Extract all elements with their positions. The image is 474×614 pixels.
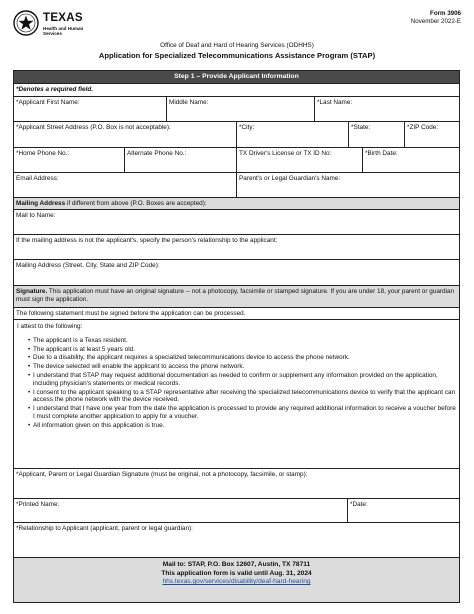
agency-sub-line-2: Services	[43, 31, 62, 36]
agency-name: TEXAS	[43, 12, 83, 24]
street-address-field[interactable]	[14, 122, 237, 147]
printed-name-field[interactable]	[14, 499, 348, 522]
signature-notice-row	[14, 286, 459, 308]
required-note-row	[14, 84, 459, 97]
printed-name-row	[14, 499, 459, 523]
birth-date-field[interactable]	[363, 148, 461, 172]
license-field[interactable]	[237, 148, 363, 172]
form-number: Form 3906	[430, 10, 461, 17]
signature-notice	[14, 286, 459, 306]
hhs-website-link[interactable]: hhs.texas.gov/services/disability/deaf-hard-hearing	[162, 578, 311, 585]
valid-until: This application form is valid until Aug. 31, 2024	[161, 569, 312, 577]
application-form	[13, 70, 460, 603]
mail-to-row[interactable]	[14, 210, 459, 235]
required-note: *Denotes a required field.	[16, 86, 94, 93]
alt-phone-label: Alternate Phone No.:	[127, 150, 187, 157]
signature-statement-row	[14, 308, 459, 320]
zip-field[interactable]	[405, 122, 461, 147]
mailing-heading	[14, 198, 459, 208]
street-address-label: *Applicant Street Address (P.O. Box is not acceptable):	[16, 124, 171, 131]
mail-instructions	[14, 558, 459, 602]
signature-field[interactable]	[14, 469, 459, 499]
attest-intro: I attest to the following:	[17, 323, 83, 330]
office-name: Office of Deaf and Hard of Hearing Services (ODHHS)	[160, 42, 314, 49]
date-label: *Date:	[350, 501, 368, 508]
mailing-heading-bold: Mailing Address	[16, 200, 66, 207]
texas-star-seal-icon	[13, 10, 39, 36]
date-field[interactable]	[348, 499, 461, 522]
guardian-name-label: Parent's or Legal Guardian's Name:	[239, 175, 341, 182]
mail-to-address: Mail to: STAP, P.O. Box 12607, Austin, TX 78711	[162, 561, 311, 568]
email-field[interactable]	[14, 173, 237, 197]
attest-item: • Due to a disability, the applicant requires a specialized telecommunications device to access the phone network.	[28, 354, 350, 362]
attest-item: • I understand that I have one year from the date the application is processed to provide any required additional information to receive a voucher before I must complete another application to apply for a voucher.	[28, 405, 456, 420]
guardian-name-field[interactable]	[237, 173, 461, 197]
city-label: *City:	[239, 124, 255, 131]
form-id	[411, 10, 461, 26]
attest-item: • I consent to the applicant speaking to a STAP representative after receiving the specialized telecommunications device to verify that the applicant can access the phone network with the device received.	[28, 388, 456, 404]
last-name-label: *Last Name:	[317, 99, 353, 106]
state-field[interactable]	[349, 122, 405, 147]
state-label: *State:	[351, 124, 371, 131]
attest-item: • All information given on this application is true.	[28, 421, 165, 429]
relationship-field[interactable]	[14, 523, 459, 558]
attest-list	[17, 337, 456, 430]
mail-relationship-label: If the mailing address is not the applicant's, specify the person's relationship to the applicant:	[16, 237, 278, 244]
signature-text: This application must have an original signature -- not a photocopy, facsimile or stamped signature. If you are under 18, your parent or guardian must sign the application.	[16, 288, 455, 304]
zip-label: *ZIP Code:	[407, 124, 439, 131]
birth-date-label: *Birth Date:	[365, 150, 398, 157]
attest-item: • The device selected will enable the applicant to access the phone network.	[28, 363, 245, 371]
license-label: TX Driver's License or TX ID No:	[239, 150, 332, 157]
phone-row	[14, 148, 459, 173]
step1-bar: Step 1 – Provide Applicant Information	[14, 71, 459, 84]
signature-label: *Applicant, Parent or Legal Guardian Signature (must be original, not a photocopy, facsimile, or stamp):	[16, 471, 308, 478]
attestation-block	[14, 320, 459, 469]
first-name-label: *Applicant First Name:	[16, 99, 80, 106]
attest-item: • The applicant is a Texas resident.	[28, 336, 128, 344]
mailing-heading-rest: if different from above (P.O. Boxes are accepted):	[65, 200, 207, 207]
printed-name-label: *Printed Name:	[16, 501, 60, 508]
attest-item: • I understand that STAP may request additional documentation as needed to confirm or supplement any information provided on the application, including physician's statements or medical records.	[28, 371, 438, 387]
mail-address-label: Mailing Address (Street, City, State and ZIP Code):	[16, 262, 160, 269]
email-label: Email Address:	[16, 175, 59, 182]
relationship-label: *Relationship to Applicant (applicant, parent or legal guardian):	[16, 525, 193, 532]
attest-item: • The applicant is at least 5 years old.	[28, 345, 135, 353]
page-title: Application for Specialized Telecommunications Assistance Program (STAP)	[98, 51, 376, 60]
name-row	[14, 97, 459, 122]
home-phone-label: *Home Phone No.:	[16, 150, 70, 157]
mail-to-label: Mail to Name:	[16, 212, 56, 219]
signature-statement: The following statement must be signed before the application can be processed.	[16, 310, 246, 317]
middle-name-field[interactable]	[167, 97, 315, 121]
middle-name-label: Middle Name:	[169, 99, 209, 106]
first-name-field[interactable]	[14, 97, 167, 121]
last-name-field[interactable]	[315, 97, 461, 121]
agency-sub-line-1: Health and Human	[43, 26, 84, 31]
mailing-heading-row	[14, 198, 459, 210]
home-phone-field[interactable]	[14, 148, 125, 172]
mail-address-row[interactable]	[14, 260, 459, 286]
email-row	[14, 173, 459, 198]
form-date: November 2022-E	[410, 18, 461, 25]
city-field[interactable]	[237, 122, 349, 147]
mail-relationship-row[interactable]	[14, 235, 459, 260]
address-row	[14, 122, 459, 148]
alt-phone-field[interactable]	[125, 148, 237, 172]
signature-heading: Signature.	[16, 288, 48, 295]
